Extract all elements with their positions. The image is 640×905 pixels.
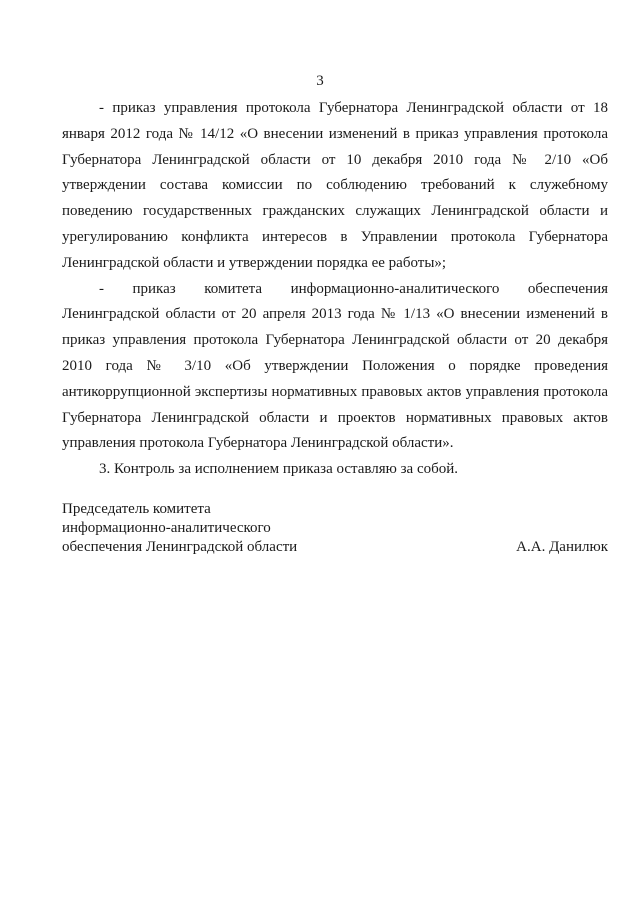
signature-position-line-3: обеспечения Ленинградской области (62, 539, 298, 555)
signature-position-line-2: информационно-аналитического (62, 520, 271, 536)
signature-position-line-1: Председатель комитета (62, 501, 211, 517)
paragraph-order-2013: - приказ комитета информационно-аналитического обеспечения Ленинградской области от 20 апреля 2013 года № 1/13 «О внесении изменений в приказ управления протокола Губернатора Ленинградской области от 20 декабря 2010 года № 3/10 «Об утверждении Положения о порядке проведения антикоррупционной экспертизы нормативных правовых актов управления протокола Губернатора Ленинградской области и проектов нормативных правовых актов управления протокола Губернатора Ленинградской области». (62, 280, 608, 452)
paragraph-control: 3. Контроль за исполнением приказа оставляю за собой. (99, 461, 459, 478)
page-number: 3 (316, 73, 324, 89)
signature-final-line (62, 538, 608, 557)
paragraph-order-2012: - приказ управления протокола Губернатора Ленинградской области от 18 января 2012 года № 14/12 «О внесении изменений в приказ управления протокола Губернатора Ленинградской области от 10 декабря 2010 года № 2/10 «Об утверждении состава комиссии по соблюдению требований к служебному поведению государственных гражданских служащих Ленинградской области и урегулированию конфликта интересов в Управлении протокола Губернатора Ленинградской области и утверждении порядка ее работы»; (62, 100, 608, 271)
document-body (62, 96, 608, 483)
signatory-name: А.А. Данилюк (516, 539, 608, 555)
signature-block (62, 500, 608, 557)
